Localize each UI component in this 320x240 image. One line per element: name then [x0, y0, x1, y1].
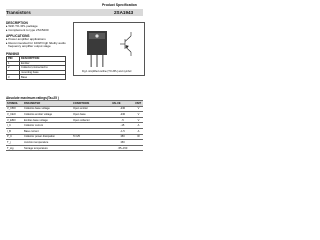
lead-3 [102, 55, 103, 67]
pinning-heading: PINNING [6, 51, 20, 56]
table-cell: Collector-emitter voltage [23, 112, 72, 118]
table-cell: -230 [111, 112, 134, 118]
table-row [7, 75, 66, 80]
table-cell: Open emitter [72, 106, 111, 112]
table-cell: 3 [7, 75, 20, 80]
column-header: PARAMETER [23, 101, 72, 107]
table-cell: W [134, 134, 143, 140]
table-cell: T_j [6, 140, 23, 146]
applications-item: ▸ Power amplifier applications [6, 37, 46, 41]
table-cell: A [134, 128, 143, 134]
table-cell: -1.5 [111, 128, 134, 134]
figure-box [73, 22, 145, 76]
product-spec-label: Product Specification [102, 3, 137, 7]
transistor-symbol [120, 32, 131, 56]
lead-2 [96, 55, 97, 67]
lead-1 [91, 55, 92, 67]
table-cell: V_EBO [6, 117, 23, 123]
table-cell: Tc=25 [72, 134, 111, 140]
table-row [6, 145, 143, 151]
table-cell: Collector power dissipation [23, 134, 72, 140]
table-cell: -230 [111, 106, 134, 112]
table-cell [72, 145, 111, 151]
table-cell: A [134, 123, 143, 129]
table-cell: 2 [7, 66, 20, 71]
table-cell: -5 [111, 117, 134, 123]
table-cell: V [134, 106, 143, 112]
applications-item: ▸ Recommended for 100W high fidelity audio [6, 40, 66, 45]
table-cell: T_stg [6, 145, 23, 151]
applications-heading: APPLICATIONS [6, 34, 30, 38]
description-heading: DESCRIPTION [6, 21, 28, 25]
table-cell: 1 [7, 61, 20, 66]
table-cell: Emitter [20, 61, 66, 66]
mounting-hole [95, 34, 98, 37]
table-cell: -55~150 [111, 145, 134, 151]
table-cell: -15 [111, 123, 134, 129]
table-cell: Open base [72, 112, 111, 118]
table-cell: Collector;connected to [20, 66, 66, 71]
table-cell: I_C [6, 123, 23, 129]
table-cell: Junction temperature [23, 140, 72, 146]
table-cell: Storage temperature [23, 145, 72, 151]
figure-caption: Fig.1 simplified outline (TO-3PL) and symbol [82, 70, 132, 73]
transistor-outline-figure [74, 23, 144, 75]
pinning-table [6, 56, 66, 80]
part-number: 2SA1943 [114, 9, 134, 15]
table-cell: V_CBO [6, 106, 23, 112]
table-cell: V [134, 117, 143, 123]
table-cell: Collector current [23, 123, 72, 129]
page-title: Transistors [6, 9, 31, 15]
table-cell: Collector-base voltage [23, 106, 72, 112]
abs-max-title: Absolute maximum ratings(Ta=25 ) [6, 96, 59, 100]
table-cell: Base current [23, 128, 72, 134]
table-cell: Base [20, 75, 66, 80]
table-cell: I_B [6, 128, 23, 134]
table-cell: P_C [6, 134, 23, 140]
table-cell: mounting base [20, 70, 66, 75]
column-header: PIN [7, 57, 20, 62]
applications-item: frequency amplifier output stage [8, 44, 51, 49]
column-header: DESCRIPTION [20, 57, 66, 62]
description-item: ▸ Complement to type 2SC5200 [6, 27, 49, 32]
table-cell: 150 [111, 134, 134, 140]
abs-max-table [6, 100, 143, 151]
column-header: SYMBOL [6, 101, 23, 107]
column-header: VALUE [111, 101, 134, 107]
table-cell: 150 [111, 140, 134, 146]
column-header: CONDITIONS [72, 101, 111, 107]
table-cell: V_CEO [6, 112, 23, 118]
description-item: ▸ With TO-3PL package [6, 24, 38, 28]
table-cell: Open collector [72, 117, 111, 123]
table-cell [134, 145, 143, 151]
table-cell: Emitter-base voltage [23, 117, 72, 123]
column-header: UNIT [135, 101, 142, 105]
table-cell: V [134, 112, 143, 118]
